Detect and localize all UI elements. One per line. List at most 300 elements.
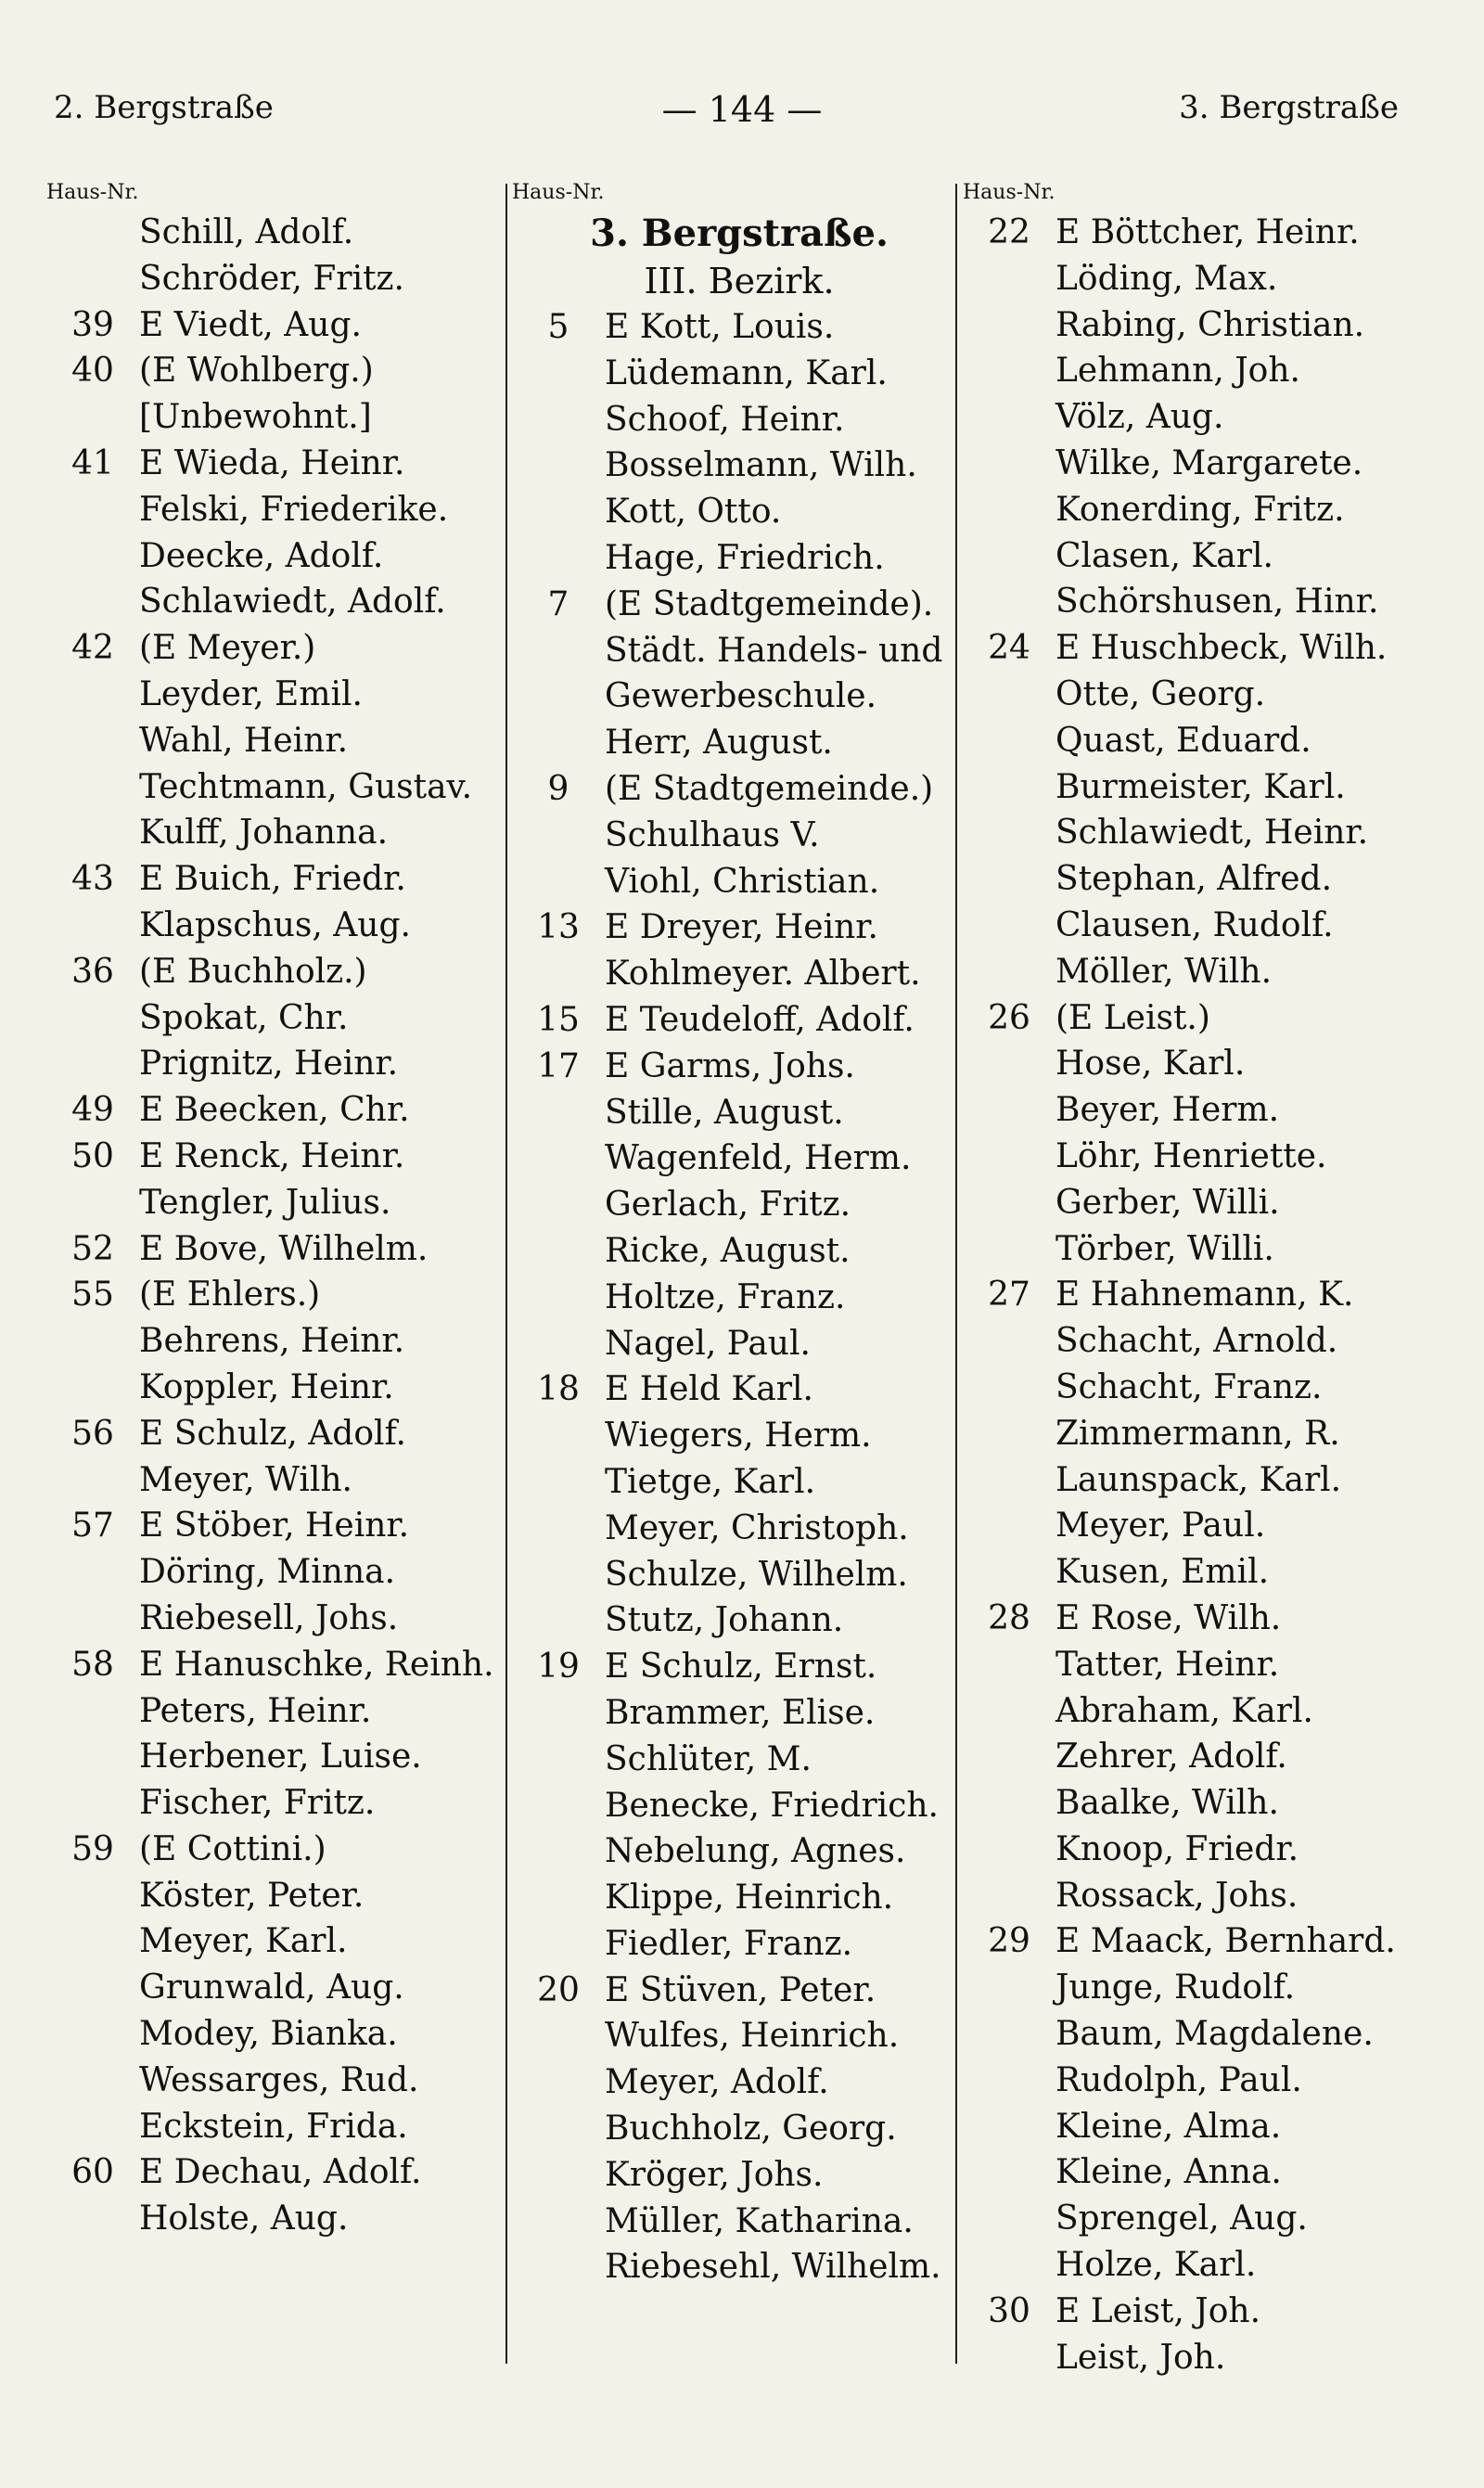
house-number: 15 — [537, 1000, 580, 1039]
house-number — [963, 2196, 1055, 2242]
resident-name: Beyer, Herm. — [1055, 1091, 1280, 1130]
house-number: 52 — [71, 1229, 114, 1268]
house-number — [963, 1965, 1055, 2011]
list-item — [963, 625, 1454, 672]
resident-name: Techtmann, Gustav. — [139, 767, 473, 806]
house-number — [512, 813, 605, 859]
list-item — [512, 442, 966, 489]
house-number — [512, 720, 605, 766]
list-item — [963, 672, 1454, 718]
resident-name: Modey, Bianka. — [139, 2015, 398, 2054]
resident-name: Klippe, Heinrich. — [605, 1879, 894, 1917]
list-item — [512, 304, 966, 351]
house-number — [46, 394, 139, 441]
house-number — [46, 718, 139, 764]
resident-name: Klapschus, Aug. — [139, 905, 411, 944]
list-item — [963, 2196, 1454, 2242]
resident-name: Otte, Georg. — [1055, 674, 1266, 713]
resident-name: E Beecken, Chr. — [139, 1091, 410, 1130]
list-item — [46, 533, 510, 580]
house-number — [512, 2152, 605, 2199]
list-item — [512, 1597, 966, 1644]
list-item — [963, 1457, 1454, 1504]
house-number — [963, 1827, 1055, 1873]
house-number — [512, 1737, 605, 1783]
list-item — [46, 2196, 510, 2242]
house-number: 29 — [988, 1922, 1030, 1961]
house-number — [963, 256, 1055, 302]
list-item — [46, 810, 510, 856]
resident-name: Herbener, Luise. — [139, 1738, 422, 1776]
resident-name: Ricke, August. — [605, 1231, 851, 1270]
house-number: 43 — [71, 860, 114, 899]
resident-name: Koppler, Heinr. — [139, 1367, 394, 1406]
resident-name: Riebesell, Johs. — [139, 1598, 399, 1637]
resident-name: E Böttcher, Heinr. — [1055, 213, 1360, 251]
list-item — [46, 1688, 510, 1735]
house-number — [512, 397, 605, 443]
house-number — [963, 2335, 1055, 2381]
resident-name: Lehmann, Joh. — [1055, 352, 1300, 391]
list-item — [963, 2011, 1454, 2058]
house-number — [963, 1318, 1055, 1365]
resident-name: Tietge, Karl. — [605, 1462, 816, 1501]
resident-name: Schacht, Franz. — [1055, 1367, 1323, 1406]
house-number — [963, 1688, 1055, 1735]
column-2 — [512, 176, 966, 2290]
resident-name: Kusen, Emil. — [1055, 1553, 1270, 1592]
resident-name: E Bove, Wilhelm. — [139, 1229, 429, 1268]
house-number — [512, 628, 605, 674]
header-right: 3. Bergstraße — [1179, 89, 1399, 126]
list-item — [512, 1413, 966, 1459]
resident-name: Behrens, Heinr. — [139, 1322, 405, 1361]
house-number — [46, 1965, 139, 2011]
resident-name: Nagel, Paul. — [605, 1324, 811, 1363]
resident-name: (E Stadtgemeinde). — [605, 584, 934, 623]
resident-name: Deecke, Adolf. — [139, 536, 384, 575]
resident-name: Schlüter, M. — [605, 1739, 812, 1778]
resident-name: Gerlach, Fritz. — [605, 1186, 851, 1225]
list-item — [512, 582, 966, 628]
resident-name: E Hahnemann, K. — [1055, 1276, 1354, 1315]
house-number — [512, 1506, 605, 1552]
resident-name: Wahl, Heinr. — [139, 721, 349, 760]
house-number — [46, 1180, 139, 1226]
list-item — [46, 1272, 510, 1318]
list-item — [963, 1180, 1454, 1226]
list-item — [512, 1644, 966, 1690]
house-number: 41 — [71, 443, 114, 482]
list-item — [512, 628, 966, 674]
list-item — [46, 1734, 510, 1780]
house-number — [46, 995, 139, 1042]
section-subtitle: III. Bezirk. — [644, 261, 835, 301]
resident-name: Fiedler, Franz. — [605, 1924, 853, 1963]
resident-name: (E Cottini.) — [139, 1829, 326, 1868]
house-number: 26 — [988, 998, 1030, 1037]
resident-name: Fischer, Fritz. — [139, 1784, 376, 1823]
list-item — [512, 1921, 966, 1968]
list-item — [46, 394, 510, 441]
list-item — [46, 625, 510, 672]
list-item — [963, 1226, 1454, 1273]
list-item — [963, 579, 1454, 625]
house-number — [46, 533, 139, 580]
house-number: 50 — [71, 1136, 114, 1175]
resident-name: Bosselmann, Wilh. — [605, 446, 917, 485]
resident-name: (E Wohlberg.) — [139, 352, 374, 391]
house-number — [512, 1921, 605, 1968]
list-item — [512, 673, 966, 720]
list-item — [963, 810, 1454, 856]
house-number: 20 — [537, 1970, 580, 2009]
house-number — [963, 1041, 1055, 1087]
house-number — [963, 949, 1055, 995]
house-number — [512, 1690, 605, 1737]
list-item — [512, 1182, 966, 1228]
house-number — [963, 2149, 1055, 2196]
house-number: 59 — [71, 1829, 114, 1868]
list-item — [963, 1688, 1454, 1735]
house-number: 5 — [547, 308, 569, 346]
header-left: 2. Bergstraße — [54, 89, 274, 126]
resident-name: Hage, Friedrich. — [605, 538, 885, 577]
house-number — [512, 1552, 605, 1598]
resident-name: E Dreyer, Heinr. — [605, 908, 878, 947]
list-item — [512, 1828, 966, 1875]
house-number — [963, 1087, 1055, 1134]
list-item — [46, 1596, 510, 1642]
resident-name: Schoof, Heinr. — [605, 400, 845, 439]
list-item — [512, 1875, 966, 1921]
house-number — [963, 718, 1055, 764]
list-item — [963, 2149, 1454, 2196]
resident-name: Döring, Minna. — [139, 1553, 396, 1592]
resident-name: Kleine, Alma. — [1055, 2107, 1282, 2146]
list-item — [963, 1365, 1454, 1411]
resident-name: Schlawiedt, Heinr. — [1055, 814, 1369, 853]
list-item — [512, 997, 966, 1044]
house-number — [963, 1134, 1055, 1180]
resident-name: Rabing, Christian. — [1055, 305, 1365, 344]
house-number — [46, 1734, 139, 1780]
list-item — [963, 441, 1454, 487]
list-item — [963, 856, 1454, 903]
resident-name: Tengler, Julius. — [139, 1183, 391, 1222]
house-number — [963, 487, 1055, 533]
list-item — [46, 1134, 510, 1180]
list-item — [963, 1041, 1454, 1087]
house-number — [512, 673, 605, 720]
list-item — [963, 394, 1454, 441]
resident-name: Schörshusen, Hinr. — [1055, 583, 1379, 622]
house-number — [512, 1597, 605, 1644]
house-number: 42 — [71, 629, 114, 668]
house-number — [512, 859, 605, 905]
resident-name: E Hanuschke, Reinh. — [139, 1645, 494, 1684]
resident-name: E Huschbeck, Wilh. — [1055, 629, 1388, 668]
resident-name: Kulff, Johanna. — [139, 814, 389, 853]
list-item — [512, 1366, 966, 1413]
resident-name: Zehrer, Adolf. — [1055, 1738, 1287, 1776]
resident-name: Stephan, Alfred. — [1055, 860, 1333, 899]
house-number — [46, 2058, 139, 2104]
house-number — [512, 2244, 605, 2290]
list-item — [963, 1411, 1454, 1457]
list-item — [46, 1457, 510, 1504]
list-item — [512, 2199, 966, 2245]
resident-name: E Schulz, Adolf. — [139, 1414, 406, 1453]
house-number: 18 — [537, 1370, 580, 1409]
resident-name: E Wieda, Heinr. — [139, 443, 405, 482]
house-number — [46, 810, 139, 856]
resident-name: Quast, Eduard. — [1055, 721, 1311, 760]
resident-name: E Kott, Louis. — [605, 308, 835, 346]
resident-name: Tatter, Heinr. — [1055, 1645, 1280, 1684]
list-item — [512, 859, 966, 905]
house-number — [512, 442, 605, 489]
house-number: 19 — [537, 1648, 580, 1686]
house-number — [963, 2058, 1055, 2104]
house-number — [963, 2104, 1055, 2150]
list-item — [512, 2013, 966, 2059]
resident-name: (E Leist.) — [1055, 998, 1210, 1037]
resident-name: E Rose, Wilh. — [1055, 1598, 1282, 1637]
house-number — [46, 2011, 139, 2058]
resident-name: (E Meyer.) — [139, 629, 316, 668]
resident-name: Schill, Adolf. — [139, 213, 354, 251]
resident-name: Leist, Joh. — [1055, 2338, 1226, 2377]
resident-name: Nebelung, Agnes. — [605, 1832, 906, 1871]
house-number — [512, 1090, 605, 1136]
house-number — [512, 2106, 605, 2152]
list-item — [46, 1318, 510, 1365]
house-number — [512, 1828, 605, 1875]
list-item — [963, 1503, 1454, 1549]
list-item — [963, 2104, 1454, 2150]
house-number — [46, 2104, 139, 2150]
resident-name: Clausen, Rudolf. — [1055, 905, 1334, 944]
resident-name: Kohlmeyer. Albert. — [605, 955, 921, 994]
house-number — [512, 1321, 605, 1367]
list-item — [46, 995, 510, 1042]
resident-name: Grunwald, Aug. — [139, 1969, 404, 2007]
house-number — [963, 2011, 1055, 2058]
resident-name: E Garms, Johs. — [605, 1046, 855, 1085]
house-number — [963, 1549, 1055, 1596]
house-number — [963, 533, 1055, 580]
resident-name: Konerding, Fritz. — [1055, 490, 1345, 529]
resident-name: E Buich, Friedr. — [139, 860, 406, 899]
house-number: 24 — [988, 629, 1030, 668]
resident-name: Meyer, Paul. — [1055, 1507, 1266, 1545]
list-item — [46, 2058, 510, 2104]
resident-name: Lüdemann, Karl. — [605, 353, 888, 392]
list-item — [963, 1873, 1454, 1919]
list-item — [512, 1506, 966, 1552]
house-number — [963, 2242, 1055, 2289]
resident-name: Meyer, Wilh. — [139, 1460, 352, 1499]
house-number — [963, 1457, 1055, 1504]
resident-name: (E Buchholz.) — [139, 952, 367, 991]
resident-name: Gewerbeschule. — [605, 677, 877, 716]
list-item — [963, 1918, 1454, 1965]
resident-name: E Teudeloff, Adolf. — [605, 1000, 915, 1039]
list-item — [512, 535, 966, 582]
resident-name: Burmeister, Karl. — [1055, 767, 1346, 806]
list-item — [46, 210, 510, 256]
resident-name: Meyer, Adolf. — [605, 2063, 829, 2102]
house-number — [963, 856, 1055, 903]
house-number — [963, 1226, 1055, 1273]
resident-name: Wagenfeld, Herm. — [605, 1139, 912, 1178]
resident-name: Törber, Willi. — [1055, 1229, 1274, 1268]
resident-name: Holste, Aug. — [139, 2199, 349, 2238]
column-3 — [963, 176, 1454, 2380]
resident-name: Wilke, Margarete. — [1055, 443, 1363, 482]
list-item — [512, 1135, 966, 1182]
list-item — [512, 1090, 966, 1136]
list-item — [963, 2335, 1454, 2381]
house-number — [963, 764, 1055, 811]
house-number — [46, 1918, 139, 1965]
list-item — [963, 210, 1454, 256]
list-item — [512, 813, 966, 859]
house-number — [512, 951, 605, 997]
resident-name: Löhr, Henriette. — [1055, 1136, 1327, 1175]
list-item — [46, 718, 510, 764]
resident-name: E Held Karl. — [605, 1370, 813, 1409]
resident-name: Schlawiedt, Adolf. — [139, 583, 446, 622]
resident-name: Spokat, Chr. — [139, 998, 349, 1037]
list-item — [512, 2106, 966, 2152]
resident-name: Kleine, Anna. — [1055, 2153, 1282, 2192]
list-item — [963, 764, 1454, 811]
house-number: 7 — [547, 584, 569, 623]
resident-name: Wiegers, Herm. — [605, 1417, 872, 1456]
resident-name: Müller, Katharina. — [605, 2201, 914, 2240]
house-number — [512, 1783, 605, 1829]
house-number — [963, 441, 1055, 487]
list-item — [46, 579, 510, 625]
resident-name: E Leist, Joh. — [1055, 2291, 1261, 2330]
list-item — [46, 2011, 510, 2058]
resident-name: E Stöber, Heinr. — [139, 1507, 410, 1545]
house-number — [512, 1459, 605, 1506]
resident-name: (E Stadtgemeinde.) — [605, 769, 934, 808]
list-item — [46, 949, 510, 995]
list-item — [963, 1549, 1454, 1596]
house-number: 49 — [71, 1091, 114, 1130]
resident-name: Rudolph, Paul. — [1055, 2060, 1302, 2099]
house-number — [512, 1275, 605, 1321]
house-number: 30 — [988, 2291, 1030, 2330]
resident-name: Felski, Friederike. — [139, 490, 449, 529]
list-item — [46, 1087, 510, 1134]
list-item — [46, 1549, 510, 1596]
list-item — [46, 2104, 510, 2150]
list-item — [512, 951, 966, 997]
house-number — [963, 1180, 1055, 1226]
resident-name: Löding, Max. — [1055, 259, 1278, 298]
resident-name: Stutz, Johann. — [605, 1601, 844, 1640]
list-item — [963, 1734, 1454, 1780]
resident-name: Wessarges, Rud. — [139, 2060, 419, 2099]
house-number — [46, 1365, 139, 1411]
list-item — [46, 348, 510, 394]
house-number — [512, 535, 605, 582]
house-number: 40 — [71, 352, 114, 391]
list-item — [963, 718, 1454, 764]
house-number: 9 — [547, 769, 569, 808]
resident-name: Meyer, Karl. — [139, 1922, 348, 1961]
list-item — [963, 302, 1454, 349]
list-item — [46, 1226, 510, 1273]
resident-name: Kott, Otto. — [605, 493, 782, 532]
house-number — [963, 1734, 1055, 1780]
house-number — [46, 1457, 139, 1504]
house-number — [46, 903, 139, 949]
house-number: 17 — [537, 1046, 580, 1085]
list-item — [512, 1459, 966, 1506]
resident-name: E Dechau, Adolf. — [139, 2153, 422, 2192]
house-number — [963, 1873, 1055, 1919]
house-number — [46, 764, 139, 811]
house-number: 36 — [71, 952, 114, 991]
list-item — [963, 2289, 1454, 2335]
page-number: — 144 — — [661, 89, 823, 130]
house-number — [46, 2196, 139, 2242]
house-number — [512, 1135, 605, 1182]
list-item — [46, 1411, 510, 1457]
house-number — [46, 487, 139, 533]
list-item — [512, 1552, 966, 1598]
resident-name: Launspack, Karl. — [1055, 1460, 1342, 1499]
resident-name: Köster, Peter. — [139, 1876, 365, 1915]
list-item — [46, 1827, 510, 1873]
house-number — [963, 672, 1055, 718]
list-item — [46, 1041, 510, 1087]
resident-name: Schacht, Arnold. — [1055, 1322, 1338, 1361]
resident-name: E Viedt, Aug. — [139, 305, 362, 344]
house-number — [46, 210, 139, 256]
resident-name: Peters, Heinr. — [139, 1691, 372, 1730]
resident-name: Stille, August. — [605, 1093, 844, 1132]
resident-name: Zimmermann, R. — [1055, 1414, 1340, 1453]
list-item — [512, 1690, 966, 1737]
list-item — [512, 2059, 966, 2106]
house-number: 27 — [988, 1276, 1030, 1315]
list-item — [963, 2058, 1454, 2104]
resident-name: Möller, Wilh. — [1055, 952, 1273, 991]
list-item — [46, 764, 510, 811]
list-item — [46, 672, 510, 718]
house-number — [963, 348, 1055, 394]
house-number — [963, 903, 1055, 949]
list-item — [512, 1228, 966, 1275]
column-1 — [46, 176, 510, 2242]
list-item — [512, 1044, 966, 1090]
house-number — [963, 302, 1055, 349]
resident-name: E Maack, Bernhard. — [1055, 1922, 1396, 1961]
resident-name: Schulze, Wilhelm. — [605, 1555, 908, 1594]
resident-name: Abraham, Karl. — [1055, 1691, 1313, 1730]
house-number — [963, 1780, 1055, 1827]
list-item — [963, 348, 1454, 394]
list-item — [512, 489, 966, 535]
list-item — [512, 1321, 966, 1367]
